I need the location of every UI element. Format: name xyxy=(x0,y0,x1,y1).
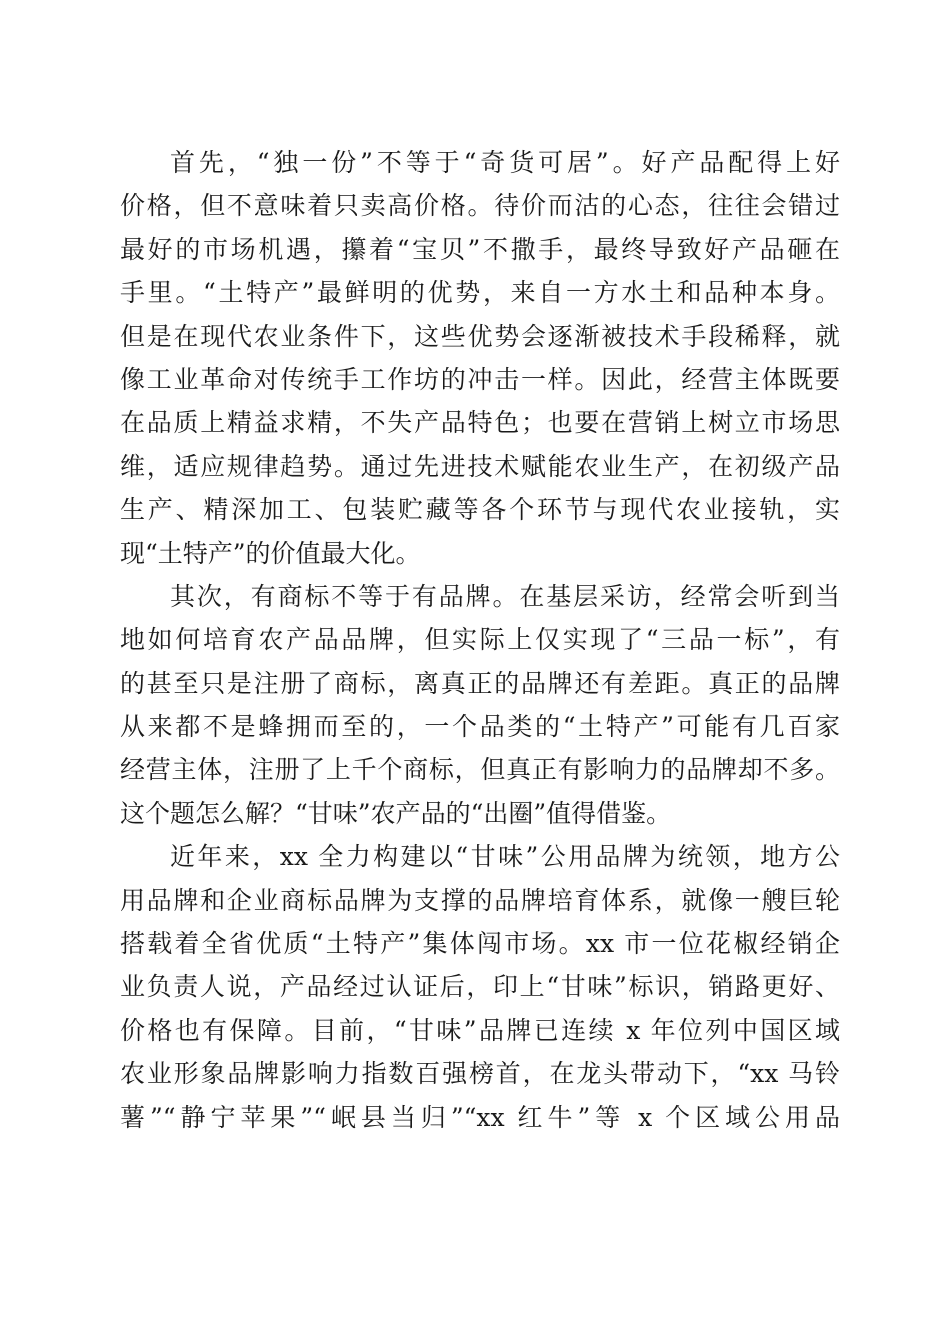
text-line: 现“土特产”的价值最大化。 xyxy=(120,538,421,568)
text-line: 价格，但不意味着只卖高价格。待价而沽的心态，往往会错过 xyxy=(120,191,840,221)
document-body xyxy=(120,141,840,1139)
text-line: 在品质上精益求精，不失产品特色；也要在营销上树立市场思 xyxy=(120,408,840,438)
text-line: 维，适应规律趋势。通过先进技术赋能农业生产，在初级产品 xyxy=(120,451,840,481)
text-line: 用品牌和企业商标品牌为支撑的品牌培育体系，就像一艘巨轮 xyxy=(120,885,840,915)
text-line: 像工业革命对传统手工作坊的冲击一样。因此，经营主体既要 xyxy=(120,364,840,394)
text-line: 首先，“独一份”不等于“奇货可居”。好产品配得上好 xyxy=(170,148,840,177)
text-line: 手里。“土特产”最鲜明的优势，来自一方水土和品种本身。 xyxy=(120,278,840,308)
text-line: 最好的市场机遇，攥着“宝贝”不撒手，最终导致好产品砸在 xyxy=(120,234,840,264)
text-line: 近年来，xx 全力构建以“甘味”公用品牌为统领，地方公 xyxy=(170,842,840,872)
text-line: 其次，有商标不等于有品牌。在基层采访，经常会听到当 xyxy=(170,581,840,611)
text-line: 但是在现代农业条件下，这些优势会逐渐被技术手段稀释，就 xyxy=(120,321,840,351)
text-line: 生产、精深加工、包装贮藏等各个环节与现代农业接轨，实 xyxy=(120,495,840,525)
text-line: 搭载着全省优质“土特产”集体闯市场。xx 市一位花椒经销企 xyxy=(120,929,840,959)
text-line: 价格也有保障。目前，“甘味”品牌已连续 x 年位列中国区域 xyxy=(120,1015,840,1045)
text-line: 业负责人说，产品经过认证后，印上“甘味”标识，销路更好、 xyxy=(120,972,840,1002)
text-line: 薯”“静宁苹果”“岷县当归”“xx 红牛”等 x 个区域公用品 xyxy=(120,1102,840,1132)
text-line: 这个题怎么解？“甘味”农产品的“出圈”值得借鉴。 xyxy=(120,798,672,828)
text-line: 经营主体，注册了上千个商标，但真正有影响力的品牌却不多。 xyxy=(120,755,840,785)
text-line: 从来都不是蜂拥而至的，一个品类的“土特产”可能有几百家 xyxy=(120,712,840,742)
text-line: 地如何培育农产品品牌，但实际上仅实现了“三品一标”，有 xyxy=(120,625,840,655)
text-line: 的甚至只是注册了商标，离真正的品牌还有差距。真正的品牌 xyxy=(120,668,840,698)
text-line: 农业形象品牌影响力指数百强榜首，在龙头带动下，“xx 马铃 xyxy=(120,1059,840,1089)
